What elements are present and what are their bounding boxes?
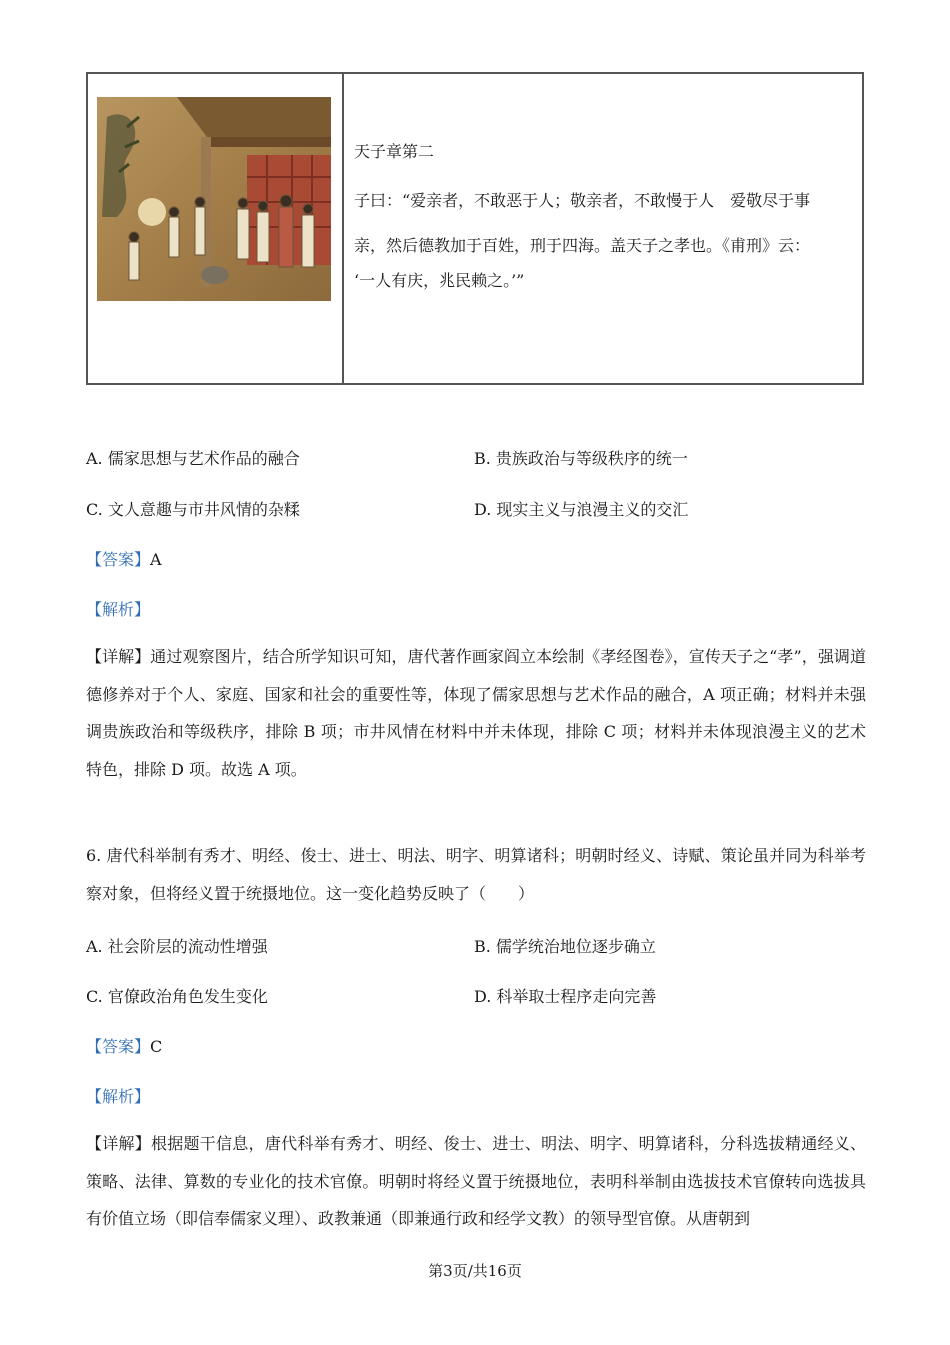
q6-option-a: A. 社会阶层的流动性增强	[86, 937, 268, 956]
q6-analysis-label: 【解析】	[86, 1087, 151, 1106]
q5-detail	[86, 638, 866, 788]
quote-line: 亲，然后德教加于百姓，刑于四海。盖天子之孝也。《甫刑》云：	[354, 236, 811, 255]
answer-value: C	[150, 1037, 163, 1056]
quote-line: 子曰：“爱亲者，不敢恶于人；敬亲者，不敢慢于人 爱敬尽于事	[354, 191, 811, 210]
painting-illustration	[97, 97, 331, 301]
q6-stem: 6. 唐代科举制有秀才、明经、俊士、进士、明法、明字、明算诸科；明朝时经义、诗赋、策论虽并同为科举考察对象，但将经义置于统摄地位。这一变化趋势反映了（ ）	[86, 846, 866, 903]
q5-option-c: C. 文人意趣与市井风情的杂糅	[86, 500, 300, 519]
detail-label: 【详解】	[86, 1134, 152, 1153]
answer-label: 【答案】	[86, 1037, 151, 1056]
q5-option-b: B. 贵族政治与等级秩序的统一	[474, 449, 688, 468]
chapter-title: 天子章第二	[354, 142, 435, 161]
q6-option-b: B. 儒学统治地位逐步确立	[474, 937, 656, 956]
page-number: 第3页/共16页	[428, 1262, 522, 1280]
quote-line: ‘一人有庆，兆民赖之。’”	[354, 271, 525, 290]
q6-option-c: C. 官僚政治角色发生变化	[86, 987, 268, 1006]
painting-image	[97, 97, 331, 301]
figure-image-cell	[88, 74, 344, 383]
detail-text: 根据题干信息，唐代科举有秀才、明经、俊士、进士、明法、明字、明算诸科，分科选拔精通经义、策略、法律、算数的专业化的技术官僚。明朝时将经义置于统摄地位，表明科举制由选拔技术官僚转向选拔具有价值立场（即信奉儒家义理）、政教兼通（即兼通行政和经学文教）的领导型官僚。从唐朝到	[86, 1134, 866, 1228]
q6-option-d: D. 科举取士程序走向完善	[474, 987, 657, 1006]
q5-option-d: D. 现实主义与浪漫主义的交汇	[474, 500, 689, 519]
q5-analysis-label: 【解析】	[86, 600, 151, 619]
q6-answer	[86, 1034, 162, 1057]
q5-answer	[86, 547, 162, 570]
classic-text-cell	[344, 74, 862, 383]
answer-label: 【答案】	[86, 550, 151, 569]
answer-value: A	[150, 550, 162, 569]
q6-detail	[86, 1125, 866, 1238]
detail-text: 通过观察图片，结合所学知识可知，唐代著作画家阎立本绘制《孝经图卷》，宣传天子之“孝”，强调道德修养对于个人、家庭、国家和社会的重要性等，体现了儒家思想与艺术作品的融合，A 项正确；材料并未强调贵族政治和等级秩序，排除 B 项；市井风情在材料中并未体现，排除 C 项；材料并未体现浪漫主义的艺术特色，排除 D 项。故选 A 项。	[86, 647, 866, 779]
q5-option-a: A. 儒家思想与艺术作品的融合	[86, 449, 300, 468]
detail-label: 【详解】	[86, 647, 151, 666]
figure-table	[86, 72, 864, 385]
